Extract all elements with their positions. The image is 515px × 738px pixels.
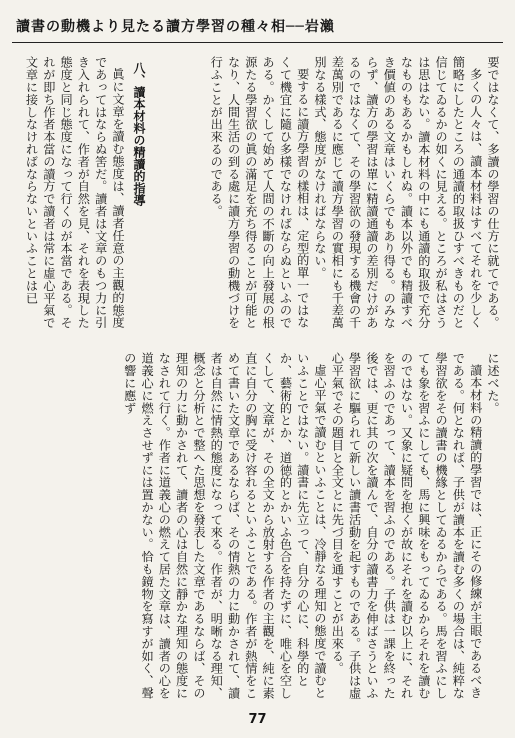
running-title: 讀書の動機より見たる讀方學習の種々相──岩瀨 [16, 19, 335, 35]
paragraph: 虛心平氣で讀むといふことは、冷靜なる理知の態度で讀むといふことではない。讀書に先立って、自分の心に、科學的とか、藝術的とか、道徳的とかいふ色合を持たずに、唯心を空しくして、文章が、その全文から放射する作者の主觀を、純に素直に自分の胸に受け容れるといふことである。作者が熱情をこめて書いた文章であるならば、その情熱の力に動かされて、讀者は自然に情熱的態度になって來る。作者が、明晰なる理知、概念と分析とで整へた思想を發表した文章であるならば、その理知の力に動かされて、讀者の心は自然に靜かな理知の態度になされて行く。作者に道義心の燃えて居た文章は、讀者の心を道義心に燃えさせずには置かない。恰も鏡物を寫すが如く、聲の響に應ず [122, 352, 328, 700]
lower-section-text [18, 352, 501, 702]
running-header [16, 14, 502, 38]
page-number: 77 [248, 712, 267, 727]
section-heading: 八、讀本材料の精讀的指導 [132, 62, 146, 206]
upper-section-text [158, 56, 501, 330]
header-rule [12, 42, 503, 43]
paragraph: 讀本材料の精讀的學習では、正にその修練が主眼であるべきである。何となれば、子供が讀本を讀む多くの場合は、純粹な學習欲をその讀書の機緣としてゐるからである。馬を習ふにしても象を習ふにしても、馬に興味をもってゐるからそれを讀むのではない。又象に疑問を抱くが故にそれを讀む以上に、それを習ふのであって、讀本を習ふのである。子供は一課を終った後では、更に其の次を讀んで、自分の讀書力を伸ばさうといふ學習欲に驅られて新しい讀書活動を起すものである。子供は虛心平氣でその題目と全文とに先づ目を通すことが出來る。 [330, 352, 483, 700]
upper-left-section-text [18, 56, 126, 330]
paragraph: 要するに讀方學習の樣相は、定型的單一ではなくて機宜に隨ひ多樣でなければならぬといふのである。かくして始めて人間の不斷の向上發展の根源たる學習欲の眞の滿足を充ち得ることが可能となり、人間生活の到る處に讀方學習の動機づけを行ふことが出來るのである。 [209, 56, 310, 329]
paragraph: 多くの人々は、讀本材料はすべてそれを少しく簡略にしたところの通讀的取扱ひすべきものだと信じてゐるかの如くに見える。ところが私はさうは思はない。讀本材料の中にも通讀的取扱で充分なものもあるかもしれぬ。讀本以外でも精讀すべき價値のある文章はいくらでもあり得る。のみならず、讀方の學習は單に精讀通讀の差別だけがあるのではなくて、その學習欲の發現する機會の千差萬別であるに應じて讀方學習の實相にも千差萬別なる樣式、態度がなければならない。 [313, 56, 483, 329]
paragraph: 要ではなくて、多讀の學習の仕方に就てである。 [486, 56, 500, 329]
paragraph: に述べた。 [486, 352, 500, 414]
paragraph: 眞に文章を讀む態度は、讀者任意の主觀的態度であってはならぬ筈だ。讀者は文章のもつ力に引き入れられて、作者が自然を見、それを表現した態度と同じ態度になって行くのが本當である。それが即ち作者本當の讀方で讀者は常に虛心平氣で文章に接しなければならないといふことは已 [24, 56, 125, 329]
